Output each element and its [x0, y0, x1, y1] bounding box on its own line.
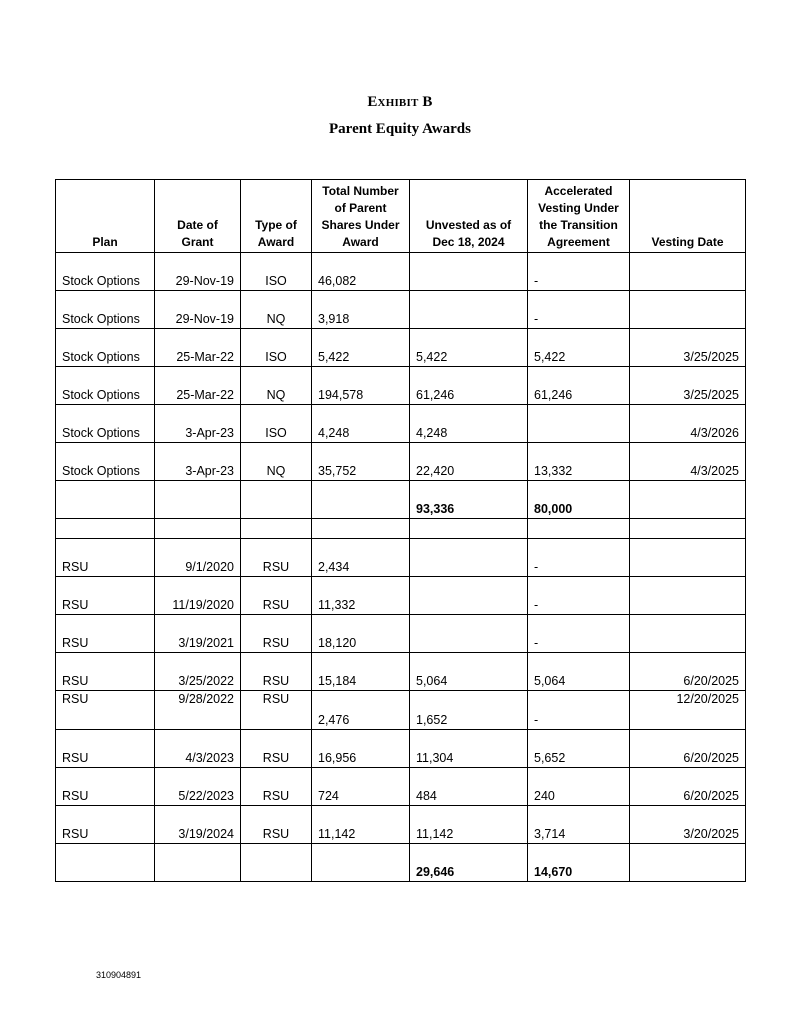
cell-plan: RSU — [56, 653, 155, 691]
cell-date: 9/28/2022 — [155, 691, 241, 730]
header-date-of-grant: Date of Grant — [155, 180, 241, 253]
cell-total: 724 — [312, 768, 410, 806]
cell-unvested: 61,246 — [410, 367, 528, 405]
cell-plan: Stock Options — [56, 367, 155, 405]
exhibit-label: Exhibit B — [367, 94, 433, 110]
cell-vesting-date — [630, 291, 746, 329]
cell-plan: Stock Options — [56, 329, 155, 367]
table-header-row — [56, 180, 746, 253]
table-row — [56, 443, 746, 481]
cell-date: 25-Mar-22 — [155, 329, 241, 367]
table-row — [56, 405, 746, 443]
cell-accelerated: - — [528, 291, 630, 329]
cell-unvested: 11,142 — [410, 806, 528, 844]
cell-type: RSU — [241, 539, 312, 577]
cell-unvested: 22,420 — [410, 443, 528, 481]
cell-total: 15,184 — [312, 653, 410, 691]
cell-type: RSU — [241, 768, 312, 806]
cell-accelerated: - — [528, 691, 630, 730]
cell-total: 18,120 — [312, 615, 410, 653]
cell-total: 194,578 — [312, 367, 410, 405]
cell-type: NQ — [241, 443, 312, 481]
cell-unvested: 4,248 — [410, 405, 528, 443]
table-row — [56, 329, 746, 367]
spacer-row — [56, 519, 746, 539]
cell-vesting-date: 6/20/2025 — [630, 653, 746, 691]
cell-vesting-date: 3/25/2025 — [630, 329, 746, 367]
cell-total: 4,248 — [312, 405, 410, 443]
header-type-of-award: Type of Award — [241, 180, 312, 253]
cell-accelerated: 5,422 — [528, 329, 630, 367]
cell-unvested: 11,304 — [410, 730, 528, 768]
cell-date: 3-Apr-23 — [155, 443, 241, 481]
cell-type: ISO — [241, 253, 312, 291]
cell-plan: Stock Options — [56, 253, 155, 291]
cell-vesting-date: 4/3/2025 — [630, 443, 746, 481]
cell-date: 3/25/2022 — [155, 653, 241, 691]
cell-accelerated: 5,652 — [528, 730, 630, 768]
cell-vesting-date — [630, 539, 746, 577]
cell-accelerated: - — [528, 253, 630, 291]
header-vesting-date: Vesting Date — [630, 180, 746, 253]
options-total-accelerated: 80,000 — [528, 481, 630, 519]
cell-total: 46,082 — [312, 253, 410, 291]
cell-vesting-date: 6/20/2025 — [630, 730, 746, 768]
cell-type: RSU — [241, 691, 312, 730]
header-plan: Plan — [56, 180, 155, 253]
cell-type: ISO — [241, 329, 312, 367]
cell-plan: RSU — [56, 806, 155, 844]
cell-total: 11,332 — [312, 577, 410, 615]
header-total-shares: Total Number of Parent Shares Under Award — [312, 180, 410, 253]
cell-vesting-date: 4/3/2026 — [630, 405, 746, 443]
cell-type: RSU — [241, 806, 312, 844]
cell-type: RSU — [241, 615, 312, 653]
cell-accelerated — [528, 405, 630, 443]
cell-unvested — [410, 253, 528, 291]
table-row — [56, 367, 746, 405]
cell-unvested: 1,652 — [410, 691, 528, 730]
options-total-unvested: 93,336 — [410, 481, 528, 519]
cell-date: 3-Apr-23 — [155, 405, 241, 443]
cell-accelerated: 3,714 — [528, 806, 630, 844]
rsu-total-row — [56, 844, 746, 882]
cell-unvested — [410, 577, 528, 615]
cell-unvested — [410, 291, 528, 329]
cell-plan: Stock Options — [56, 443, 155, 481]
header-accelerated-vesting: Accelerated Vesting Under the Transition Agreement — [528, 180, 630, 253]
cell-total: 5,422 — [312, 329, 410, 367]
cell-vesting-date — [630, 615, 746, 653]
table-row — [56, 653, 746, 691]
cell-plan: Stock Options — [56, 291, 155, 329]
table-row — [56, 730, 746, 768]
cell-total: 2,434 — [312, 539, 410, 577]
cell-date: 25-Mar-22 — [155, 367, 241, 405]
table-row — [56, 691, 746, 730]
cell-total: 16,956 — [312, 730, 410, 768]
cell-vesting-date: 3/25/2025 — [630, 367, 746, 405]
cell-accelerated: 13,332 — [528, 443, 630, 481]
cell-plan: RSU — [56, 577, 155, 615]
cell-date: 9/1/2020 — [155, 539, 241, 577]
cell-total: 2,476 — [312, 691, 410, 730]
cell-vesting-date: 3/20/2025 — [630, 806, 746, 844]
cell-plan: RSU — [56, 539, 155, 577]
cell-vesting-date: 6/20/2025 — [630, 768, 746, 806]
table-row — [56, 577, 746, 615]
cell-date: 3/19/2021 — [155, 615, 241, 653]
cell-type: RSU — [241, 730, 312, 768]
cell-plan: Stock Options — [56, 405, 155, 443]
cell-unvested — [410, 615, 528, 653]
cell-date: 3/19/2024 — [155, 806, 241, 844]
cell-type: NQ — [241, 367, 312, 405]
cell-vesting-date — [630, 577, 746, 615]
cell-unvested: 5,422 — [410, 329, 528, 367]
table-row — [56, 539, 746, 577]
cell-vesting-date: 12/20/2025 — [630, 691, 746, 730]
rsu-total-unvested: 29,646 — [410, 844, 528, 882]
cell-type: RSU — [241, 653, 312, 691]
cell-date: 11/19/2020 — [155, 577, 241, 615]
cell-accelerated: - — [528, 539, 630, 577]
cell-unvested: 484 — [410, 768, 528, 806]
cell-total: 11,142 — [312, 806, 410, 844]
cell-accelerated: 61,246 — [528, 367, 630, 405]
table-row — [56, 253, 746, 291]
cell-plan: RSU — [56, 615, 155, 653]
cell-unvested: 5,064 — [410, 653, 528, 691]
cell-plan: RSU — [56, 691, 155, 730]
cell-accelerated: 240 — [528, 768, 630, 806]
cell-date: 4/3/2023 — [155, 730, 241, 768]
cell-unvested — [410, 539, 528, 577]
table-row — [56, 806, 746, 844]
cell-type: RSU — [241, 577, 312, 615]
cell-accelerated: - — [528, 615, 630, 653]
cell-accelerated: 5,064 — [528, 653, 630, 691]
cell-plan: RSU — [56, 730, 155, 768]
page-title: Parent Equity Awards — [329, 121, 471, 137]
header-unvested: Unvested as of Dec 18, 2024 — [410, 180, 528, 253]
cell-vesting-date — [630, 253, 746, 291]
cell-date: 29-Nov-19 — [155, 253, 241, 291]
cell-total: 3,918 — [312, 291, 410, 329]
rsu-total-accelerated: 14,670 — [528, 844, 630, 882]
cell-type: NQ — [241, 291, 312, 329]
cell-type: ISO — [241, 405, 312, 443]
table-row — [56, 615, 746, 653]
cell-plan: RSU — [56, 768, 155, 806]
cell-total: 35,752 — [312, 443, 410, 481]
table-row — [56, 768, 746, 806]
cell-accelerated: - — [528, 577, 630, 615]
cell-date: 29-Nov-19 — [155, 291, 241, 329]
options-total-row — [56, 481, 746, 519]
document-id: 310904891 — [96, 970, 142, 980]
cell-date: 5/22/2023 — [155, 768, 241, 806]
equity-awards-table — [55, 179, 746, 882]
table-row — [56, 291, 746, 329]
